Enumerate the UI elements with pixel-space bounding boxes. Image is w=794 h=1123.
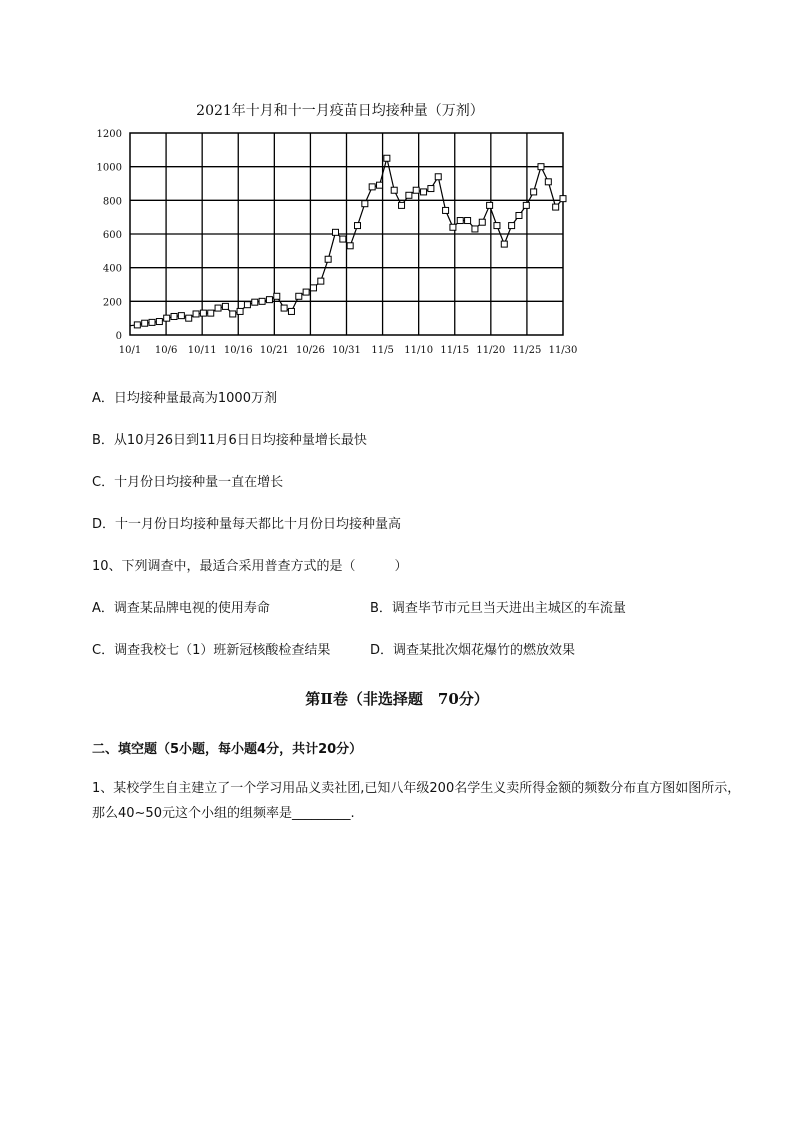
q9-option-c: C．十月份日均接种量一直在增长 — [92, 475, 284, 490]
data-point — [553, 204, 559, 210]
data-point — [435, 174, 441, 180]
data-point — [538, 164, 544, 170]
data-point — [296, 293, 302, 299]
data-point — [479, 219, 485, 225]
data-point — [318, 278, 324, 284]
data-point — [186, 315, 192, 321]
data-point — [523, 202, 529, 208]
y-tick-label: 1200 — [96, 129, 122, 140]
q9-option-a: A．日均接种量最高为1000万剂 — [92, 391, 277, 406]
data-point — [230, 311, 236, 317]
section-subtitle: 二、填空题（5小题，每小题4分，共计20分） — [92, 742, 363, 757]
chart-plot — [90, 100, 590, 365]
vaccination-chart — [90, 100, 590, 365]
y-tick-label: 0 — [115, 331, 122, 342]
data-point — [406, 192, 412, 198]
data-point — [487, 202, 493, 208]
data-point — [413, 187, 419, 193]
data-point — [178, 313, 184, 319]
data-point — [384, 155, 390, 161]
data-point — [244, 302, 250, 308]
fill-in-question-1: 1、某校学生自主建立了一个学习用品义卖社团,已知八年级200名学生义卖所得金额的频数分布直方图如图所示，那么40~50元这个小组的组频率是_________. — [92, 781, 741, 821]
x-tick-label: 10/31 — [332, 345, 361, 356]
x-tick-label: 11/30 — [548, 345, 578, 356]
x-tick-label: 10/1 — [118, 345, 142, 356]
data-point — [303, 289, 309, 295]
q10-option-a: A．调查某品牌电视的使用寿命 — [92, 601, 270, 616]
chart-title: 2021年十月和十一月疫苗日均接种量（万剂） — [196, 103, 484, 119]
data-point — [200, 310, 206, 316]
data-point — [274, 293, 280, 299]
y-tick-label: 200 — [102, 297, 122, 309]
data-point — [237, 308, 243, 314]
data-point — [215, 305, 221, 311]
data-point — [149, 319, 155, 325]
data-point — [347, 243, 353, 249]
q10-option-d: D．调查某批次烟花爆竹的燃放效果 — [370, 643, 576, 658]
data-point — [259, 298, 265, 304]
data-point — [288, 308, 294, 314]
x-tick-label: 10/16 — [223, 345, 253, 356]
data-point — [369, 184, 375, 190]
q9-option-d: D．十一月份日均接种量每天都比十月份日均接种量高 — [92, 517, 402, 532]
y-tick-label: 600 — [102, 230, 122, 241]
data-point — [509, 223, 515, 229]
data-point — [531, 189, 537, 195]
data-point — [156, 319, 162, 325]
x-tick-label: 11/5 — [371, 345, 394, 356]
x-tick-label: 10/11 — [187, 345, 217, 356]
data-point — [340, 236, 346, 242]
q10-option-b: B．调查毕节市元旦当天进出主城区的车流量 — [370, 601, 626, 616]
x-tick-label: 10/21 — [259, 345, 289, 356]
data-point — [208, 310, 214, 316]
data-point — [560, 196, 566, 202]
x-tick-label: 11/15 — [440, 345, 470, 356]
q9-option-b: B．从10月26日到11月6日日均接种量增长最快 — [92, 433, 367, 448]
data-point — [428, 186, 434, 192]
data-point — [465, 218, 471, 224]
x-tick-label: 10/6 — [154, 345, 178, 356]
data-point — [450, 224, 456, 230]
data-point — [391, 187, 397, 193]
section-title: 第Ⅱ卷（非选择题 70分） — [305, 690, 489, 708]
data-point — [325, 256, 331, 262]
y-tick-label: 400 — [102, 263, 122, 275]
data-point — [281, 305, 287, 311]
x-tick-label: 11/10 — [404, 345, 434, 356]
data-point — [164, 315, 170, 321]
data-point — [193, 311, 199, 317]
data-point — [443, 207, 449, 213]
data-point — [310, 285, 316, 291]
data-point — [222, 303, 228, 309]
data-point — [377, 182, 383, 188]
data-point — [266, 297, 272, 303]
x-tick-label: 11/25 — [512, 345, 542, 356]
data-point — [457, 218, 463, 224]
y-tick-label: 800 — [102, 196, 122, 208]
data-point — [421, 189, 427, 195]
q10-stem: 10、下列调查中，最适合采用普查方式的是（ ） — [92, 559, 408, 574]
data-point — [171, 313, 177, 319]
data-point — [142, 320, 148, 326]
data-point — [516, 212, 522, 218]
data-point — [355, 223, 361, 229]
data-point — [362, 201, 368, 207]
data-point — [332, 229, 338, 235]
data-point — [494, 223, 500, 229]
y-tick-label: 1000 — [96, 162, 122, 174]
data-point — [252, 299, 258, 305]
q10-option-c: C．调查我校七（1）班新冠核酸检查结果 — [92, 643, 331, 658]
data-point — [134, 322, 140, 328]
x-tick-label: 11/20 — [476, 345, 506, 356]
data-point — [399, 202, 405, 208]
data-point — [472, 226, 478, 232]
data-point — [545, 179, 551, 185]
data-point — [501, 241, 507, 247]
x-tick-label: 10/26 — [296, 345, 325, 356]
